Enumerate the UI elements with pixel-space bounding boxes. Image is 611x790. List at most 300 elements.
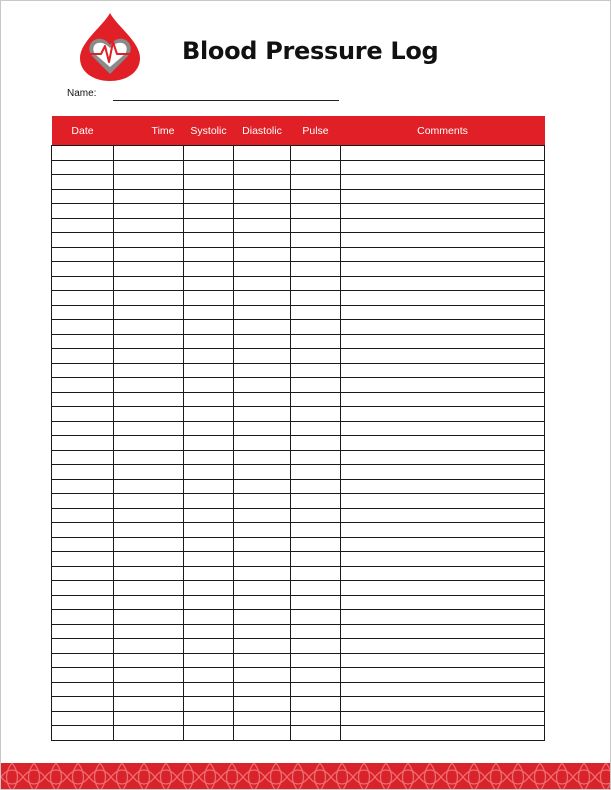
cell-time[interactable] bbox=[114, 653, 184, 668]
cell-comments[interactable] bbox=[341, 189, 545, 204]
table-row bbox=[52, 726, 545, 741]
cell-pulse[interactable] bbox=[291, 189, 341, 204]
cell-date[interactable] bbox=[52, 291, 114, 306]
cell-diastolic[interactable] bbox=[234, 581, 291, 596]
cell-time[interactable] bbox=[114, 566, 184, 581]
cell-diastolic[interactable] bbox=[234, 523, 291, 538]
cell-time[interactable] bbox=[114, 291, 184, 306]
table-row bbox=[52, 276, 545, 291]
cell-date[interactable] bbox=[52, 204, 114, 219]
cell-comments[interactable] bbox=[341, 407, 545, 422]
cell-date[interactable] bbox=[52, 378, 114, 393]
cell-diastolic[interactable] bbox=[234, 378, 291, 393]
cell-pulse[interactable] bbox=[291, 407, 341, 422]
cell-pulse[interactable] bbox=[291, 537, 341, 552]
cell-pulse[interactable] bbox=[291, 320, 341, 335]
cell-pulse[interactable] bbox=[291, 682, 341, 697]
cell-time[interactable] bbox=[114, 146, 184, 161]
cell-comments[interactable] bbox=[341, 653, 545, 668]
cell-systolic[interactable] bbox=[184, 682, 234, 697]
cell-diastolic[interactable] bbox=[234, 291, 291, 306]
cell-systolic[interactable] bbox=[184, 494, 234, 509]
cell-diastolic[interactable] bbox=[234, 233, 291, 248]
cell-systolic[interactable] bbox=[184, 653, 234, 668]
cell-systolic[interactable] bbox=[184, 581, 234, 596]
cell-diastolic[interactable] bbox=[234, 160, 291, 175]
cell-time[interactable] bbox=[114, 392, 184, 407]
cell-date[interactable] bbox=[52, 479, 114, 494]
cell-time[interactable] bbox=[114, 421, 184, 436]
cell-comments[interactable] bbox=[341, 494, 545, 509]
cell-systolic[interactable] bbox=[184, 218, 234, 233]
cell-systolic[interactable] bbox=[184, 146, 234, 161]
cell-date[interactable] bbox=[52, 668, 114, 683]
cell-diastolic[interactable] bbox=[234, 726, 291, 741]
table-row bbox=[52, 653, 545, 668]
table-body bbox=[52, 146, 545, 741]
cell-diastolic[interactable] bbox=[234, 479, 291, 494]
cell-diastolic[interactable] bbox=[234, 610, 291, 625]
cell-diastolic[interactable] bbox=[234, 218, 291, 233]
cell-time[interactable] bbox=[114, 305, 184, 320]
cell-diastolic[interactable] bbox=[234, 305, 291, 320]
cell-date[interactable] bbox=[52, 276, 114, 291]
name-field[interactable] bbox=[113, 100, 339, 101]
cell-diastolic[interactable] bbox=[234, 508, 291, 523]
cell-date[interactable] bbox=[52, 189, 114, 204]
cell-pulse[interactable] bbox=[291, 523, 341, 538]
name-label: Name: bbox=[67, 88, 97, 99]
cell-systolic[interactable] bbox=[184, 276, 234, 291]
cell-comments[interactable] bbox=[341, 247, 545, 262]
table-row bbox=[52, 566, 545, 581]
cell-pulse[interactable] bbox=[291, 624, 341, 639]
cell-comments[interactable] bbox=[341, 726, 545, 741]
cell-date[interactable] bbox=[52, 508, 114, 523]
table-row bbox=[52, 711, 545, 726]
cell-date[interactable] bbox=[52, 450, 114, 465]
cell-time[interactable] bbox=[114, 494, 184, 509]
cell-time[interactable] bbox=[114, 204, 184, 219]
table-row bbox=[52, 233, 545, 248]
cell-diastolic[interactable] bbox=[234, 392, 291, 407]
cell-pulse[interactable] bbox=[291, 392, 341, 407]
cell-pulse[interactable] bbox=[291, 378, 341, 393]
cell-pulse[interactable] bbox=[291, 146, 341, 161]
cell-systolic[interactable] bbox=[184, 189, 234, 204]
cell-date[interactable] bbox=[52, 595, 114, 610]
cell-comments[interactable] bbox=[341, 465, 545, 480]
cell-time[interactable] bbox=[114, 639, 184, 654]
cell-systolic[interactable] bbox=[184, 595, 234, 610]
cell-systolic[interactable] bbox=[184, 378, 234, 393]
cell-time[interactable] bbox=[114, 218, 184, 233]
table-row bbox=[52, 262, 545, 277]
cell-systolic[interactable] bbox=[184, 363, 234, 378]
cell-comments[interactable] bbox=[341, 262, 545, 277]
table-row bbox=[52, 697, 545, 712]
cell-systolic[interactable] bbox=[184, 508, 234, 523]
cell-diastolic[interactable] bbox=[234, 668, 291, 683]
table-row bbox=[52, 436, 545, 451]
table-row bbox=[52, 175, 545, 190]
cell-systolic[interactable] bbox=[184, 320, 234, 335]
column-header-time: Time bbox=[114, 116, 184, 146]
cell-time[interactable] bbox=[114, 436, 184, 451]
table-row bbox=[52, 508, 545, 523]
cell-time[interactable] bbox=[114, 189, 184, 204]
cell-pulse[interactable] bbox=[291, 334, 341, 349]
cell-time[interactable] bbox=[114, 407, 184, 422]
cell-pulse[interactable] bbox=[291, 639, 341, 654]
cell-date[interactable] bbox=[52, 233, 114, 248]
footer-pattern-band bbox=[1, 763, 611, 790]
column-header-date: Date bbox=[52, 116, 114, 146]
cell-comments[interactable] bbox=[341, 436, 545, 451]
table-row bbox=[52, 421, 545, 436]
cell-diastolic[interactable] bbox=[234, 363, 291, 378]
table-row bbox=[52, 320, 545, 335]
cell-pulse[interactable] bbox=[291, 421, 341, 436]
cell-comments[interactable] bbox=[341, 392, 545, 407]
cell-pulse[interactable] bbox=[291, 175, 341, 190]
cell-date[interactable] bbox=[52, 523, 114, 538]
column-header-comments: Comments bbox=[341, 116, 545, 146]
cell-comments[interactable] bbox=[341, 218, 545, 233]
cell-diastolic[interactable] bbox=[234, 436, 291, 451]
cell-date[interactable] bbox=[52, 407, 114, 422]
cell-systolic[interactable] bbox=[184, 233, 234, 248]
table-row bbox=[52, 349, 545, 364]
cell-systolic[interactable] bbox=[184, 479, 234, 494]
cell-diastolic[interactable] bbox=[234, 349, 291, 364]
cell-comments[interactable] bbox=[341, 421, 545, 436]
cell-date[interactable] bbox=[52, 697, 114, 712]
cell-comments[interactable] bbox=[341, 175, 545, 190]
cell-date[interactable] bbox=[52, 334, 114, 349]
cell-diastolic[interactable] bbox=[234, 146, 291, 161]
cell-time[interactable] bbox=[114, 697, 184, 712]
cell-time[interactable] bbox=[114, 175, 184, 190]
cell-systolic[interactable] bbox=[184, 668, 234, 683]
cell-date[interactable] bbox=[52, 465, 114, 480]
cell-pulse[interactable] bbox=[291, 247, 341, 262]
cell-pulse[interactable] bbox=[291, 581, 341, 596]
cell-comments[interactable] bbox=[341, 363, 545, 378]
table-row bbox=[52, 392, 545, 407]
cell-systolic[interactable] bbox=[184, 639, 234, 654]
cell-date[interactable] bbox=[52, 262, 114, 277]
cell-comments[interactable] bbox=[341, 566, 545, 581]
cell-systolic[interactable] bbox=[184, 465, 234, 480]
cell-time[interactable] bbox=[114, 537, 184, 552]
page-title: Blood Pressure Log bbox=[182, 37, 439, 65]
cell-time[interactable] bbox=[114, 465, 184, 480]
cell-pulse[interactable] bbox=[291, 204, 341, 219]
table-row bbox=[52, 363, 545, 378]
cell-systolic[interactable] bbox=[184, 421, 234, 436]
cell-systolic[interactable] bbox=[184, 175, 234, 190]
cell-systolic[interactable] bbox=[184, 262, 234, 277]
table-row bbox=[52, 639, 545, 654]
cell-diastolic[interactable] bbox=[234, 494, 291, 509]
cell-comments[interactable] bbox=[341, 552, 545, 567]
table-row bbox=[52, 204, 545, 219]
cell-time[interactable] bbox=[114, 726, 184, 741]
cell-pulse[interactable] bbox=[291, 276, 341, 291]
cell-comments[interactable] bbox=[341, 479, 545, 494]
table-row bbox=[52, 624, 545, 639]
cell-pulse[interactable] bbox=[291, 711, 341, 726]
cell-date[interactable] bbox=[52, 537, 114, 552]
cell-systolic[interactable] bbox=[184, 392, 234, 407]
cell-date[interactable] bbox=[52, 247, 114, 262]
cell-date[interactable] bbox=[52, 552, 114, 567]
table-row bbox=[52, 305, 545, 320]
cell-date[interactable] bbox=[52, 581, 114, 596]
cell-time[interactable] bbox=[114, 363, 184, 378]
column-header-diastolic: Diastolic bbox=[234, 116, 291, 146]
cell-date[interactable] bbox=[52, 436, 114, 451]
cell-diastolic[interactable] bbox=[234, 320, 291, 335]
table-row bbox=[52, 581, 545, 596]
cell-systolic[interactable] bbox=[184, 523, 234, 538]
cell-pulse[interactable] bbox=[291, 465, 341, 480]
cell-date[interactable] bbox=[52, 711, 114, 726]
cell-date[interactable] bbox=[52, 421, 114, 436]
cell-diastolic[interactable] bbox=[234, 682, 291, 697]
cell-diastolic[interactable] bbox=[234, 639, 291, 654]
table-row bbox=[52, 610, 545, 625]
table-row bbox=[52, 218, 545, 233]
cell-date[interactable] bbox=[52, 624, 114, 639]
cell-systolic[interactable] bbox=[184, 407, 234, 422]
cell-time[interactable] bbox=[114, 581, 184, 596]
cell-systolic[interactable] bbox=[184, 537, 234, 552]
cell-comments[interactable] bbox=[341, 508, 545, 523]
cell-pulse[interactable] bbox=[291, 653, 341, 668]
cell-pulse[interactable] bbox=[291, 349, 341, 364]
cell-time[interactable] bbox=[114, 624, 184, 639]
cell-time[interactable] bbox=[114, 711, 184, 726]
cell-pulse[interactable] bbox=[291, 552, 341, 567]
cell-systolic[interactable] bbox=[184, 160, 234, 175]
cell-time[interactable] bbox=[114, 450, 184, 465]
cell-comments[interactable] bbox=[341, 349, 545, 364]
column-header-systolic: Systolic bbox=[184, 116, 234, 146]
cell-pulse[interactable] bbox=[291, 363, 341, 378]
cell-comments[interactable] bbox=[341, 320, 545, 335]
cell-comments[interactable] bbox=[341, 146, 545, 161]
cell-time[interactable] bbox=[114, 247, 184, 262]
table-row bbox=[52, 552, 545, 567]
cell-diastolic[interactable] bbox=[234, 189, 291, 204]
table-row bbox=[52, 291, 545, 306]
cell-comments[interactable] bbox=[341, 233, 545, 248]
cell-time[interactable] bbox=[114, 320, 184, 335]
cell-systolic[interactable] bbox=[184, 726, 234, 741]
cell-date[interactable] bbox=[52, 305, 114, 320]
cell-diastolic[interactable] bbox=[234, 262, 291, 277]
cell-pulse[interactable] bbox=[291, 305, 341, 320]
cell-diastolic[interactable] bbox=[234, 552, 291, 567]
cell-comments[interactable] bbox=[341, 204, 545, 219]
table-header-row bbox=[52, 116, 545, 146]
cell-diastolic[interactable] bbox=[234, 334, 291, 349]
table-row bbox=[52, 682, 545, 697]
column-header-pulse: Pulse bbox=[291, 116, 341, 146]
table-row bbox=[52, 523, 545, 538]
cell-diastolic[interactable] bbox=[234, 247, 291, 262]
cell-systolic[interactable] bbox=[184, 566, 234, 581]
cell-diastolic[interactable] bbox=[234, 204, 291, 219]
cell-comments[interactable] bbox=[341, 697, 545, 712]
cell-pulse[interactable] bbox=[291, 494, 341, 509]
cell-time[interactable] bbox=[114, 552, 184, 567]
cell-time[interactable] bbox=[114, 610, 184, 625]
cell-time[interactable] bbox=[114, 262, 184, 277]
cell-comments[interactable] bbox=[341, 523, 545, 538]
cell-date[interactable] bbox=[52, 160, 114, 175]
cell-pulse[interactable] bbox=[291, 262, 341, 277]
cell-diastolic[interactable] bbox=[234, 624, 291, 639]
cell-diastolic[interactable] bbox=[234, 175, 291, 190]
cell-date[interactable] bbox=[52, 726, 114, 741]
cell-time[interactable] bbox=[114, 682, 184, 697]
cell-comments[interactable] bbox=[341, 624, 545, 639]
cell-diastolic[interactable] bbox=[234, 450, 291, 465]
cell-date[interactable] bbox=[52, 392, 114, 407]
cell-pulse[interactable] bbox=[291, 595, 341, 610]
cell-date[interactable] bbox=[52, 320, 114, 335]
table-row bbox=[52, 334, 545, 349]
cell-time[interactable] bbox=[114, 349, 184, 364]
cell-date[interactable] bbox=[52, 494, 114, 509]
cell-time[interactable] bbox=[114, 160, 184, 175]
cell-date[interactable] bbox=[52, 639, 114, 654]
cell-date[interactable] bbox=[52, 610, 114, 625]
cell-comments[interactable] bbox=[341, 595, 545, 610]
cell-time[interactable] bbox=[114, 595, 184, 610]
cell-diastolic[interactable] bbox=[234, 465, 291, 480]
cell-systolic[interactable] bbox=[184, 334, 234, 349]
cell-pulse[interactable] bbox=[291, 726, 341, 741]
cell-comments[interactable] bbox=[341, 291, 545, 306]
cell-diastolic[interactable] bbox=[234, 276, 291, 291]
table-row bbox=[52, 160, 545, 175]
cell-diastolic[interactable] bbox=[234, 697, 291, 712]
table-row bbox=[52, 146, 545, 161]
cell-systolic[interactable] bbox=[184, 291, 234, 306]
cell-diastolic[interactable] bbox=[234, 711, 291, 726]
cell-pulse[interactable] bbox=[291, 479, 341, 494]
cell-pulse[interactable] bbox=[291, 233, 341, 248]
cell-pulse[interactable] bbox=[291, 436, 341, 451]
cell-time[interactable] bbox=[114, 508, 184, 523]
cell-systolic[interactable] bbox=[184, 610, 234, 625]
cell-comments[interactable] bbox=[341, 450, 545, 465]
cell-date[interactable] bbox=[52, 363, 114, 378]
cell-systolic[interactable] bbox=[184, 697, 234, 712]
cell-systolic[interactable] bbox=[184, 247, 234, 262]
cell-time[interactable] bbox=[114, 276, 184, 291]
cell-date[interactable] bbox=[52, 146, 114, 161]
cell-systolic[interactable] bbox=[184, 436, 234, 451]
cell-comments[interactable] bbox=[341, 581, 545, 596]
table-row bbox=[52, 378, 545, 393]
cell-comments[interactable] bbox=[341, 334, 545, 349]
table-row bbox=[52, 668, 545, 683]
cell-systolic[interactable] bbox=[184, 204, 234, 219]
cell-diastolic[interactable] bbox=[234, 595, 291, 610]
cell-comments[interactable] bbox=[341, 378, 545, 393]
cell-pulse[interactable] bbox=[291, 160, 341, 175]
table-row bbox=[52, 247, 545, 262]
cell-pulse[interactable] bbox=[291, 697, 341, 712]
cell-systolic[interactable] bbox=[184, 624, 234, 639]
cell-systolic[interactable] bbox=[184, 349, 234, 364]
cell-comments[interactable] bbox=[341, 160, 545, 175]
cell-time[interactable] bbox=[114, 334, 184, 349]
cell-diastolic[interactable] bbox=[234, 537, 291, 552]
log-table bbox=[51, 116, 545, 741]
cell-diastolic[interactable] bbox=[234, 653, 291, 668]
cell-time[interactable] bbox=[114, 479, 184, 494]
cell-pulse[interactable] bbox=[291, 291, 341, 306]
cell-comments[interactable] bbox=[341, 682, 545, 697]
cell-comments[interactable] bbox=[341, 610, 545, 625]
cell-pulse[interactable] bbox=[291, 610, 341, 625]
cell-date[interactable] bbox=[52, 349, 114, 364]
table-row bbox=[52, 189, 545, 204]
cell-comments[interactable] bbox=[341, 537, 545, 552]
cell-systolic[interactable] bbox=[184, 711, 234, 726]
cell-date[interactable] bbox=[52, 653, 114, 668]
cell-comments[interactable] bbox=[341, 711, 545, 726]
cell-date[interactable] bbox=[52, 218, 114, 233]
cell-systolic[interactable] bbox=[184, 552, 234, 567]
cell-time[interactable] bbox=[114, 233, 184, 248]
cell-date[interactable] bbox=[52, 566, 114, 581]
table-row bbox=[52, 465, 545, 480]
table-row bbox=[52, 407, 545, 422]
cell-pulse[interactable] bbox=[291, 566, 341, 581]
cell-comments[interactable] bbox=[341, 276, 545, 291]
cell-pulse[interactable] bbox=[291, 508, 341, 523]
cell-comments[interactable] bbox=[341, 305, 545, 320]
cell-time[interactable] bbox=[114, 668, 184, 683]
cell-diastolic[interactable] bbox=[234, 566, 291, 581]
table-row bbox=[52, 450, 545, 465]
cell-pulse[interactable] bbox=[291, 218, 341, 233]
cell-time[interactable] bbox=[114, 378, 184, 393]
cell-time[interactable] bbox=[114, 523, 184, 538]
cell-systolic[interactable] bbox=[184, 305, 234, 320]
table-row bbox=[52, 595, 545, 610]
cell-date[interactable] bbox=[52, 175, 114, 190]
cell-comments[interactable] bbox=[341, 639, 545, 654]
cell-pulse[interactable] bbox=[291, 668, 341, 683]
table-row bbox=[52, 479, 545, 494]
cell-systolic[interactable] bbox=[184, 450, 234, 465]
table-row bbox=[52, 494, 545, 509]
cell-date[interactable] bbox=[52, 682, 114, 697]
table-row bbox=[52, 537, 545, 552]
cell-comments[interactable] bbox=[341, 668, 545, 683]
cell-diastolic[interactable] bbox=[234, 407, 291, 422]
cell-pulse[interactable] bbox=[291, 450, 341, 465]
cell-diastolic[interactable] bbox=[234, 421, 291, 436]
